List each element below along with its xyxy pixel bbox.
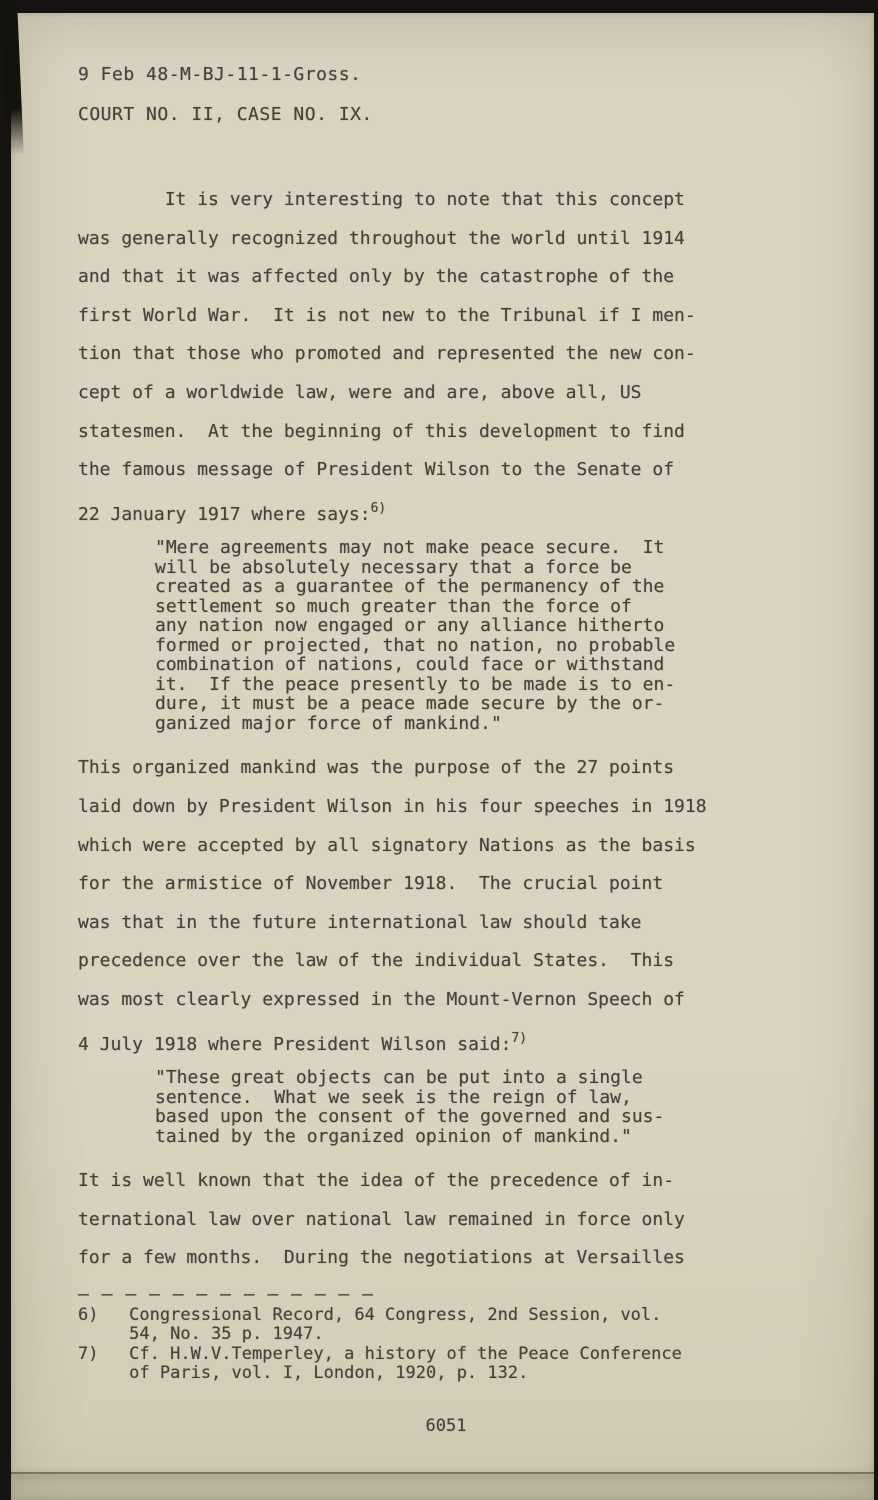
text-line: any nation now engaged or any alliance hitherto xyxy=(155,615,665,637)
text-line: settlement so much greater than the force of xyxy=(155,595,632,617)
text-line: tained by the organized opinion of mankind." xyxy=(155,1125,632,1147)
page-number: 6051 xyxy=(425,1415,467,1436)
paper-bottom-band xyxy=(11,1474,874,1500)
footnote-line: 7) Cf. H.W.V.Temperley, a history of the Peace Conference xyxy=(78,1343,682,1364)
text-line: precedence over the law of the individual States. This xyxy=(78,950,675,972)
text-line: sentence. What we seek is the reign of law, xyxy=(155,1086,632,1108)
footnote-reference-7: 7) xyxy=(511,1030,528,1046)
text-line: laid down by President Wilson in his four speeches in 1918 xyxy=(78,795,707,817)
text-line: This organized mankind was the purpose of the 27 points xyxy=(78,757,675,779)
text-line: based upon the consent of the governed and sus- xyxy=(155,1106,665,1128)
text-line: dure, it must be a peace made secure by the or- xyxy=(155,693,665,715)
header-reference-line: 9 Feb 48-M-BJ-11-1-Gross. xyxy=(78,64,362,85)
text-line: tion that those who promoted and represented the new con- xyxy=(78,343,696,365)
text-line: was generally recognized throughout the world until 1914 xyxy=(78,227,685,249)
paper-sheet xyxy=(11,13,874,1500)
text-line: 22 January 1917 where says: xyxy=(78,503,371,525)
text-line: ganized major force of mankind." xyxy=(155,712,502,734)
paragraph-1 xyxy=(78,181,814,534)
blockquote-wilson-senate xyxy=(155,538,814,733)
paragraph-3 xyxy=(78,1162,814,1278)
text-line: cept of a worldwide law, were and are, above all, US xyxy=(78,381,642,403)
blockquote-mount-vernon xyxy=(155,1068,814,1146)
footnote-lines xyxy=(78,1306,814,1384)
paragraph-2 xyxy=(78,749,814,1064)
footnote-separator: – – – – – – – – – – – – – xyxy=(78,1283,374,1305)
text-line: the famous message of President Wilson to the Senate of xyxy=(78,459,675,481)
blockquote-1-lines xyxy=(155,538,814,733)
text-line: for a few months. During the negotiations at Versailles xyxy=(78,1247,685,1269)
footnote-line: 54, No. 35 p. 1947. xyxy=(78,1324,324,1345)
footnote-line: of Paris, vol. I, London, 1920, p. 132. xyxy=(78,1363,529,1384)
footnotes-block xyxy=(78,1306,814,1384)
typewritten-content xyxy=(11,13,874,1436)
blockquote-2-lines xyxy=(155,1068,814,1146)
text-line: "Mere agreements may not make peace secure. It xyxy=(155,537,665,559)
text-line: ternational law over national law remained in force only xyxy=(78,1208,685,1230)
footnote-line: 6) Congressional Record, 64 Congress, 2nd Session, vol. xyxy=(78,1304,662,1325)
footnote-reference-6: 6) xyxy=(370,500,387,516)
text-line: it. If the peace presently to be made is to en- xyxy=(155,673,676,695)
paragraph-2-last-line xyxy=(78,1020,814,1065)
text-line: It is well known that the idea of the precedence of in- xyxy=(78,1170,675,1192)
text-line: was most clearly expressed in the Mount-Vernon Speech of xyxy=(78,988,685,1010)
text-line: "These great objects can be put into a single xyxy=(155,1067,643,1089)
header-court-case-line: COURT NO. II, CASE NO. IX. xyxy=(78,104,373,125)
text-line: It is very interesting to note that this concept xyxy=(78,189,685,210)
text-line: first World War. It is not new to the Tribunal if I men- xyxy=(78,304,696,326)
text-line: was that in the future international law should take xyxy=(78,911,642,933)
text-line: for the armistice of November 1918. The crucial point xyxy=(78,873,664,895)
text-line: and that it was affected only by the catastrophe of the xyxy=(78,266,675,288)
document-header xyxy=(78,55,814,135)
text-line: formed or projected, that no nation, no probable xyxy=(155,634,676,656)
text-line: combination of nations, could face or withstand xyxy=(155,654,665,676)
text-line: statesmen. At the beginning of this development to find xyxy=(78,420,685,442)
text-line: will be absolutely necessary that a force be xyxy=(155,556,632,578)
text-line: 4 July 1918 where President Wilson said: xyxy=(78,1033,512,1055)
text-line: created as a guarantee of the permanency of the xyxy=(155,576,665,598)
paragraph-1-last-line xyxy=(78,490,814,535)
paragraph-2-lines xyxy=(78,749,814,1019)
paragraph-3-lines xyxy=(78,1162,814,1278)
paragraph-1-lines xyxy=(78,181,814,490)
text-line: which were accepted by all signatory Nations as the basis xyxy=(78,834,696,856)
